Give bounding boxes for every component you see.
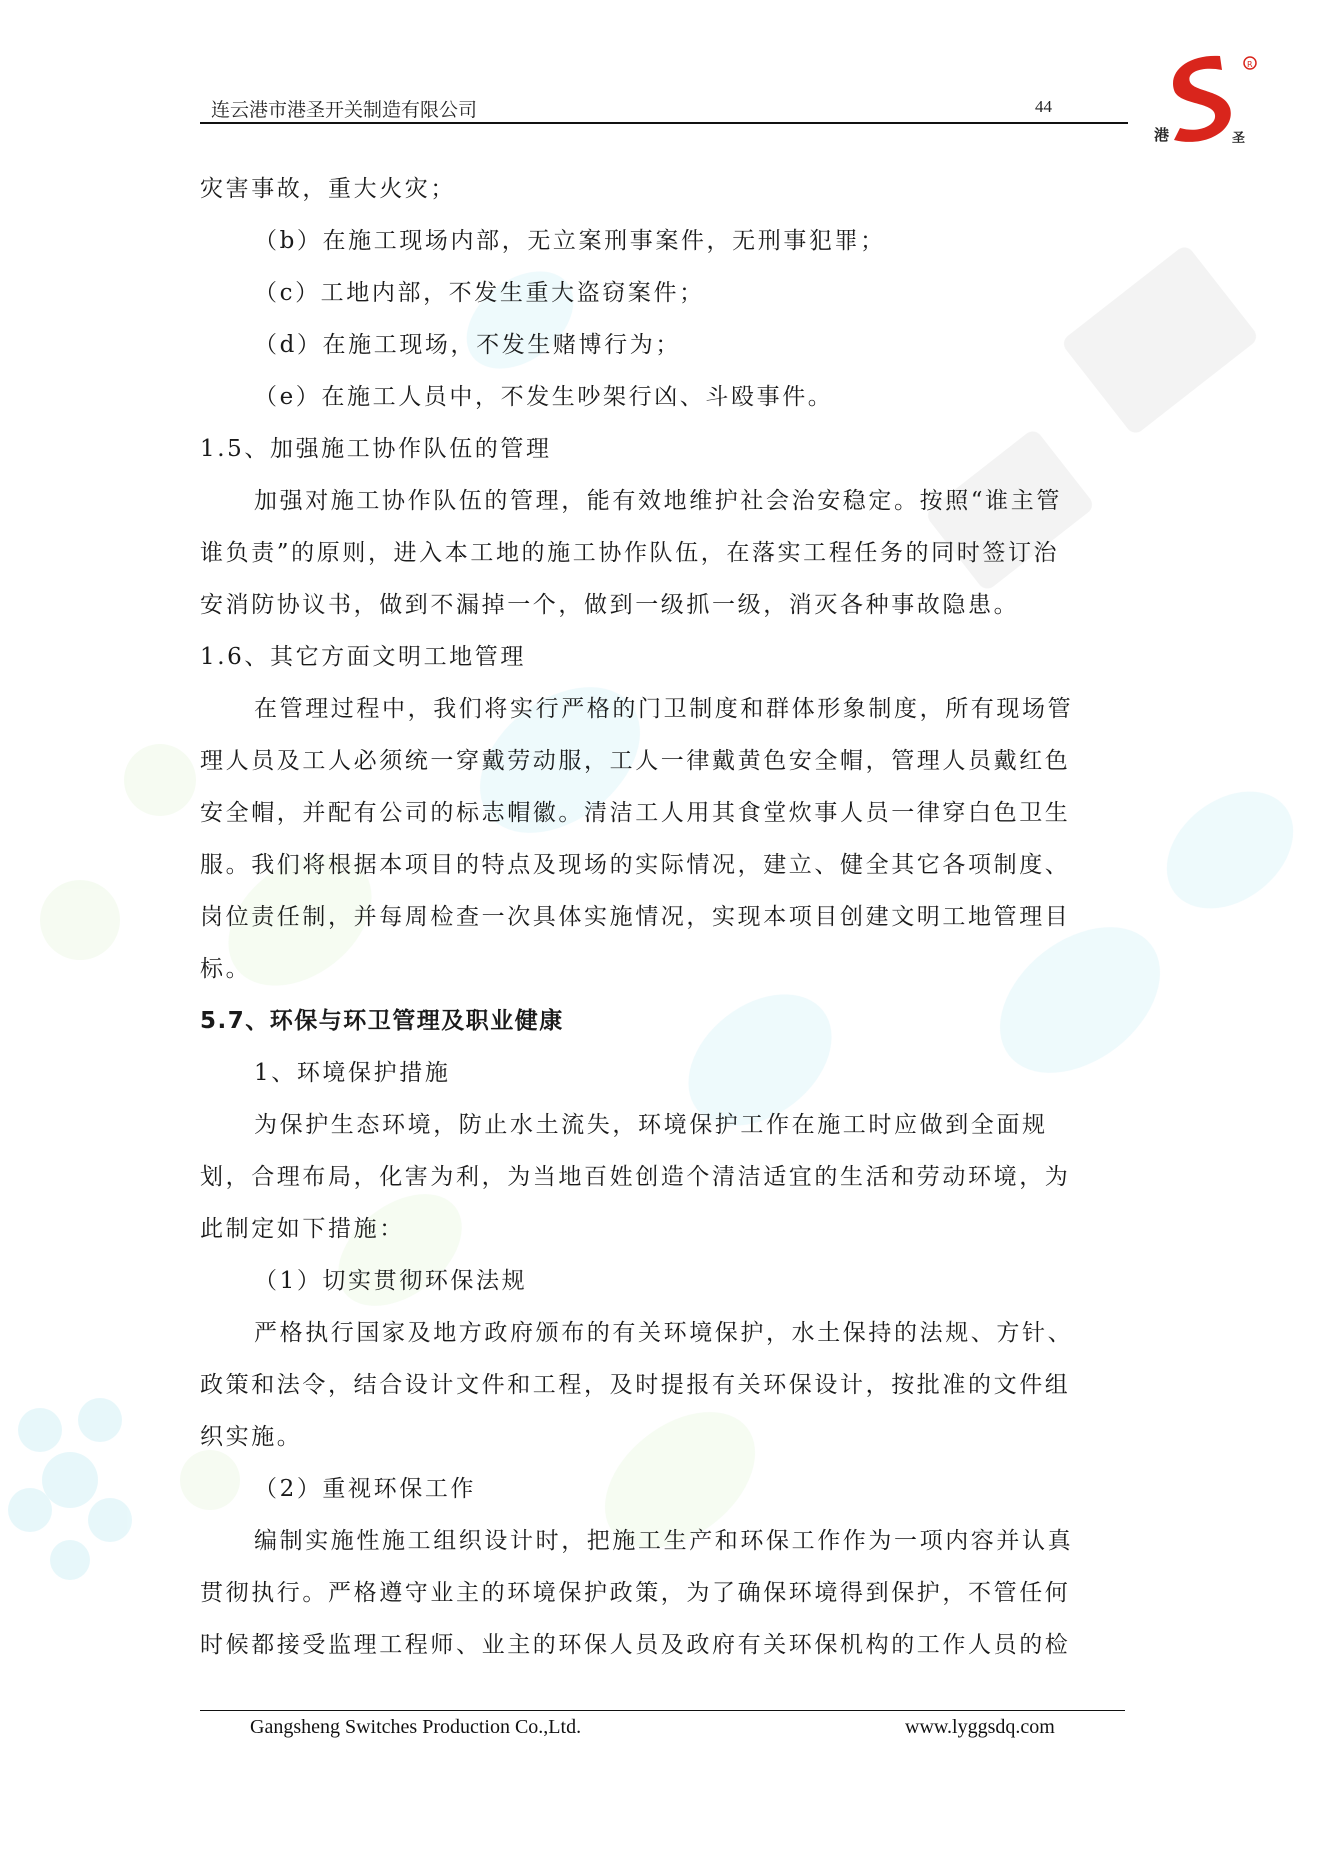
body-line: 严格执行国家及地方政府颁布的有关环境保护，水土保持的法规、方针、 bbox=[254, 1320, 1074, 1346]
header-company-name: 连云港市港圣开关制造有限公司 bbox=[211, 99, 478, 121]
body-line: （c）工地内部，不发生重大盗窃案件； bbox=[254, 280, 705, 306]
body-line: 时候都接受监理工程师、业主的环保人员及政府有关环保机构的工作人员的检 bbox=[200, 1632, 1071, 1658]
body-line: 编制实施性施工组织设计时，把施工生产和环保工作作为一项内容并认真 bbox=[254, 1528, 1074, 1554]
body-line: 服。我们将根据本项目的特点及现场的实际情况，建立、健全其它各项制度、 bbox=[200, 852, 1071, 878]
svg-text:R: R bbox=[1247, 60, 1253, 69]
body-line: 安消防协议书，做到不漏掉一个，做到一级抓一级，消灭各种事故隐患。 bbox=[200, 592, 1020, 618]
section-heading: 1.6、其它方面文明工地管理 bbox=[200, 644, 526, 670]
body-line: 为保护生态环境，防止水土流失，环境保护工作在施工时应做到全面规 bbox=[254, 1112, 1048, 1138]
section-heading: 1.5、加强施工协作队伍的管理 bbox=[200, 436, 552, 462]
body-line: 此制定如下措施： bbox=[200, 1216, 405, 1242]
body-line: 灾害事故，重大火灾； bbox=[200, 176, 456, 202]
svg-text:圣: 圣 bbox=[1232, 131, 1246, 146]
body-line: 理人员及工人必须统一穿戴劳动服，工人一律戴黄色安全帽，管理人员戴红色 bbox=[200, 748, 1071, 774]
body-line: （e）在施工人员中，不发生吵架行凶、斗殴事件。 bbox=[254, 384, 834, 410]
company-logo-icon bbox=[1150, 48, 1260, 148]
footer-divider bbox=[200, 1710, 1125, 1711]
page-number: 44 bbox=[1035, 97, 1052, 116]
body-line: 岗位责任制，并每周检查一次具体实施情况，实现本项目创建文明工地管理目 bbox=[200, 904, 1071, 930]
watermark-flower-icon bbox=[8, 1398, 132, 1580]
body-line: 标。 bbox=[200, 956, 252, 982]
footer-company-name: Gangsheng Switches Production Co.,Ltd. bbox=[250, 1716, 582, 1738]
body-line: 安全帽，并配有公司的标志帽徽。清洁工人用其食堂炊事人员一律穿白色卫生 bbox=[200, 800, 1071, 826]
body-line: （d）在施工现场，不发生赌博行为； bbox=[254, 332, 681, 358]
body-line: （2）重视环保工作 bbox=[254, 1476, 477, 1502]
body-line: （1）切实贯彻环保法规 bbox=[254, 1268, 528, 1294]
svg-text:港: 港 bbox=[1154, 126, 1170, 144]
body-line: 谁负责”的原则，进入本工地的施工协作队伍，在落实工程任务的同时签订治 bbox=[200, 540, 1060, 566]
body-line: 政策和法令，结合设计文件和工程，及时提报有关环保设计，按批准的文件组 bbox=[200, 1372, 1071, 1398]
body-line: 在管理过程中，我们将实行严格的门卫制度和群体形象制度，所有现场管 bbox=[254, 696, 1074, 722]
header-divider bbox=[200, 122, 1128, 124]
body-line: 织实施。 bbox=[200, 1424, 303, 1450]
body-line: 贯彻执行。严格遵守业主的环境保护政策，为了确保环境得到保护，不管任何 bbox=[200, 1580, 1071, 1606]
subsection-heading: 1、环境保护措施 bbox=[254, 1060, 451, 1086]
footer-website: www.lyggsdq.com bbox=[905, 1716, 1055, 1738]
body-line: 划，合理布局，化害为利，为当地百姓创造个清洁适宜的生活和劳动环境，为 bbox=[200, 1164, 1071, 1190]
body-line: 加强对施工协作队伍的管理，能有效地维护社会治安稳定。按照“谁主管 bbox=[254, 488, 1062, 514]
body-line: （b）在施工现场内部，无立案刑事案件，无刑事犯罪； bbox=[254, 228, 886, 254]
chapter-heading: 5.7、环保与环卫管理及职业健康 bbox=[200, 1008, 564, 1034]
